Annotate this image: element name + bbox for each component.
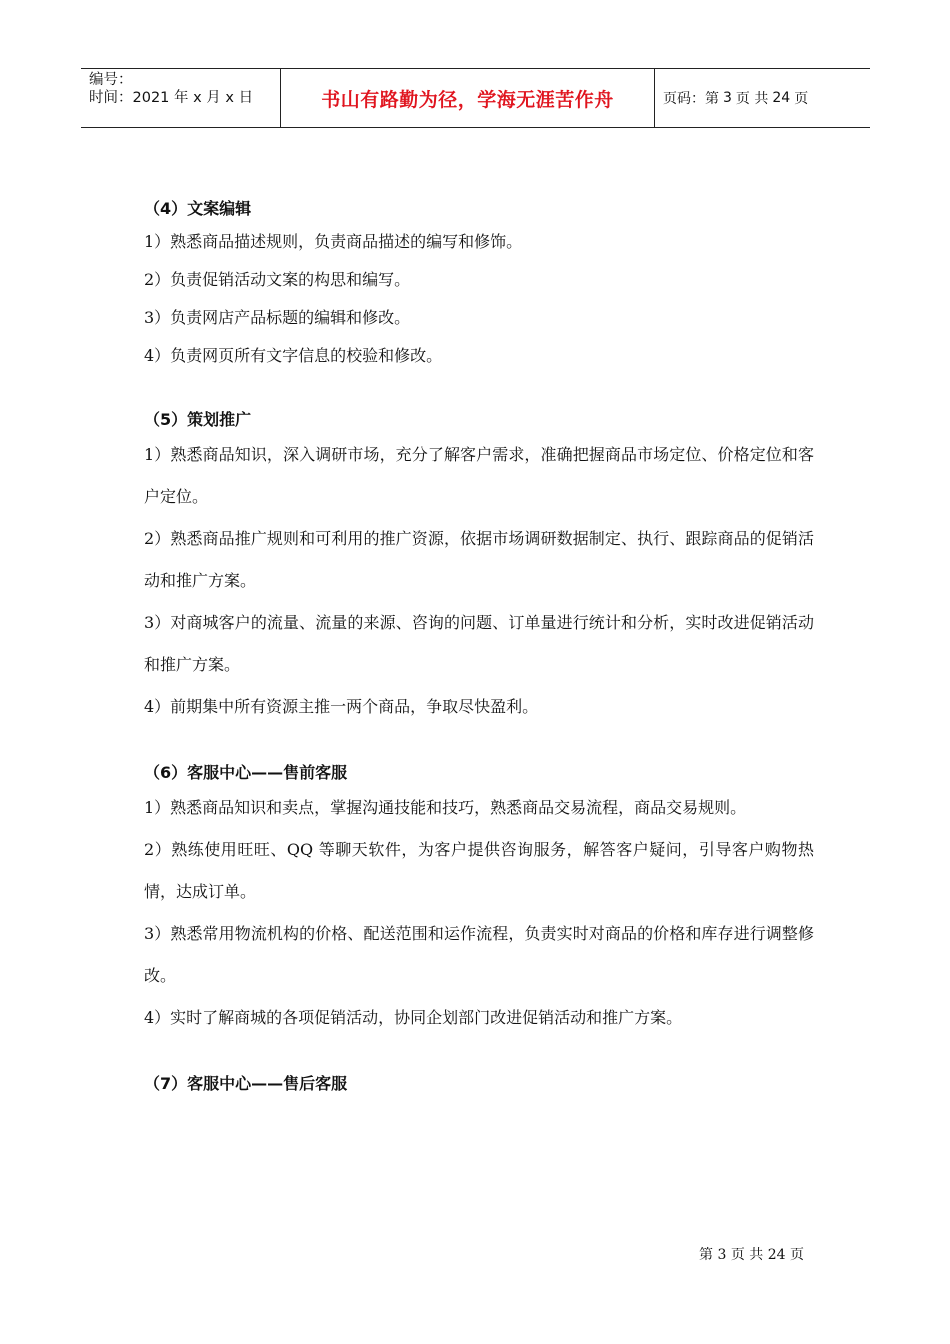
list-item: 1）熟悉商品描述规则，负责商品描述的编写和修饰。 (144, 232, 523, 251)
list-item: 2）负责促销活动文案的构思和编写。 (144, 270, 411, 289)
list-item: 4）负责网页所有文字信息的校验和修改。 (144, 346, 443, 365)
section-title: （6）客服中心——售前客服 (144, 763, 348, 782)
section-title: （4）文案编辑 (144, 199, 252, 218)
list-item: 3）对商城客户的流量、流量的来源、咨询的问题、订单量进行统计和分析，实时改进促销活动和推广方案。 (144, 613, 814, 674)
document-body (144, 195, 814, 1098)
list-item: 1）熟悉商品知识，深入调研市场，充分了解客户需求，准确把握商品市场定位、价格定位和客户定位。 (144, 445, 814, 506)
section-aftersales-service (144, 1070, 814, 1098)
page-prefix: 页码：第 (663, 91, 719, 107)
list-item: 4）前期集中所有资源主推一两个商品，争取尽快盈利。 (144, 697, 539, 716)
section-title: （7）客服中心——售后客服 (144, 1074, 348, 1093)
header-motto: 书山有路勤为径，学海无涯苦作舟 (321, 88, 614, 111)
list-item: 2）熟练使用旺旺、QQ 等聊天软件，为客户提供咨询服务，解答客户疑问，引导客户购物热情，达成订单。 (144, 840, 814, 901)
header-page-info (655, 69, 870, 127)
header-meta (81, 69, 281, 127)
page-header (81, 68, 870, 128)
page-suffix: 页 (794, 91, 809, 107)
page-footer: 第 3 页 共 24 页 (699, 1247, 804, 1263)
section-title: （5）策划推广 (144, 410, 252, 429)
section-presales-service (144, 759, 814, 1039)
section-promotion (144, 406, 814, 728)
list-item: 1）熟悉商品知识和卖点，掌握沟通技能和技巧，熟悉商品交易流程，商品交易规则。 (144, 798, 747, 817)
header-motto-cell (281, 69, 655, 127)
page-current: 3 (723, 90, 732, 106)
section-copywriting (144, 195, 814, 375)
page-total: 24 (772, 90, 791, 106)
list-item: 2）熟悉商品推广规则和可利用的推广资源，依据市场调研数据制定、执行、跟踪商品的促销活动和推广方案。 (144, 529, 814, 590)
code-label: 编号： (89, 72, 133, 88)
list-item: 3）熟悉常用物流机构的价格、配送范围和运作流程，负责实时对商品的价格和库存进行调整修改。 (144, 924, 814, 985)
time-label: 时间：2021 年 x 月 x 日 (89, 90, 254, 106)
page-mid: 页 共 (735, 91, 769, 107)
list-item: 3）负责网店产品标题的编辑和修改。 (144, 308, 411, 327)
list-item: 4）实时了解商城的各项促销活动，协同企划部门改进促销活动和推广方案。 (144, 1008, 683, 1027)
